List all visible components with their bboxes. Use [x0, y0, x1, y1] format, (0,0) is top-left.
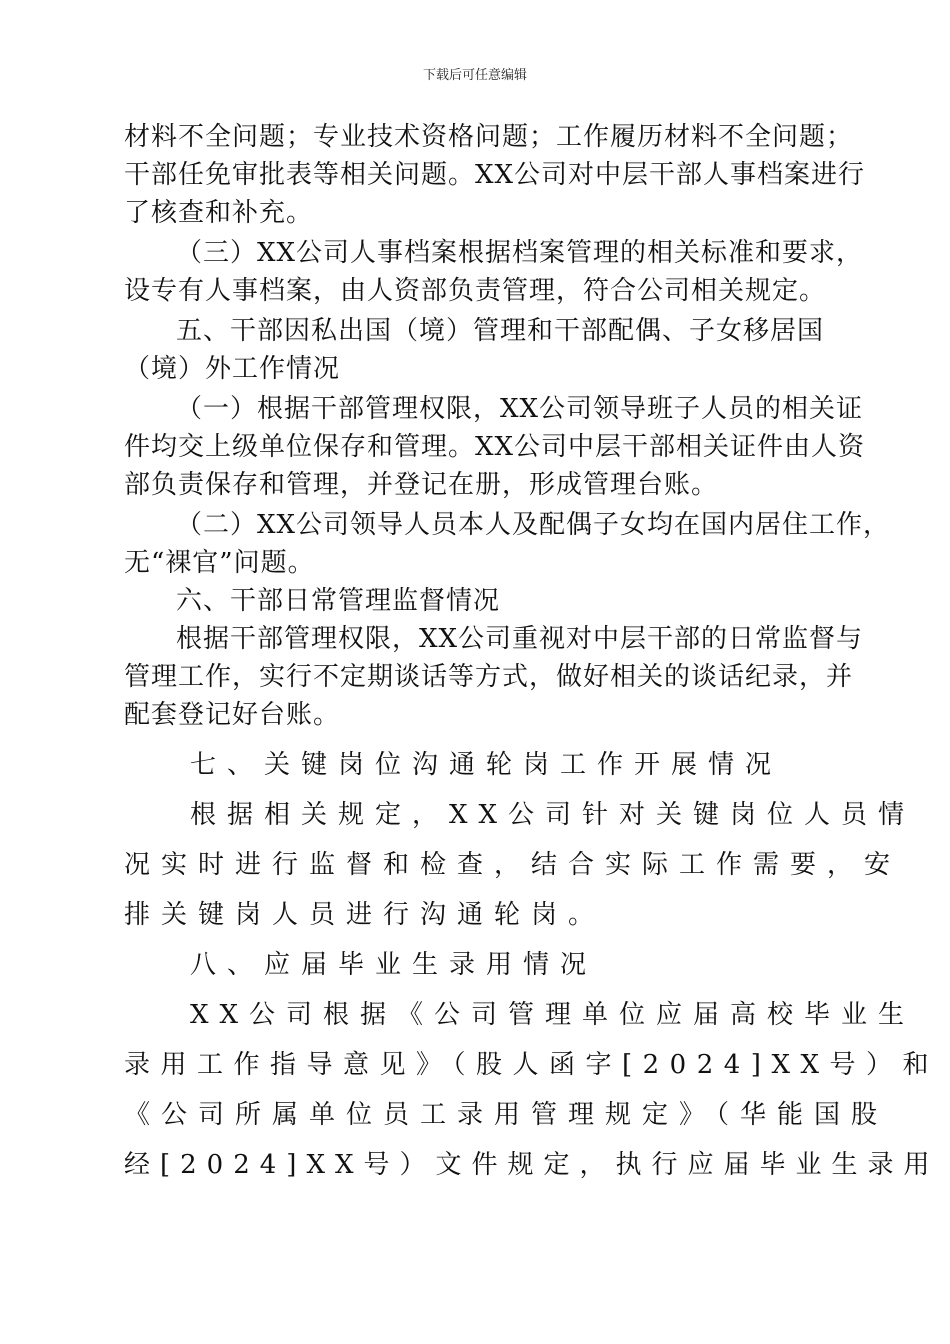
body-line: （二）XX公司领导人员本人及配偶子女均在国内居住工作，	[176, 510, 891, 540]
body-line: 材料不全问题；专业技术资格问题；工作履历材料不全问题；	[124, 122, 854, 152]
body-line: 管理工作，实行不定期谈话等方式，做好相关的谈话纪录，并	[124, 662, 854, 692]
body-line: 《公司所属单位员工录用管理规定》（华能国股	[124, 1100, 889, 1130]
body-line: 配套登记好台账。	[124, 700, 341, 730]
body-line: 根据相关规定，XX公司针对关键岗位人员情	[190, 800, 916, 830]
body-line: 根据干部管理权限，XX公司重视对中层干部的日常监督与	[176, 624, 864, 654]
body-line: 部负责保存和管理，并登记在册，形成管理台账。	[124, 470, 719, 500]
section-heading: 五、干部因私出国（境）管理和干部配偶、子女移居国	[176, 316, 825, 346]
body-line: 件均交上级单位保存和管理。XX公司中层干部相关证件由人资	[124, 432, 866, 462]
body-line: （一）根据干部管理权限，XX公司领导班子人员的相关证	[176, 394, 864, 424]
section-heading: 七、关键岗位沟通轮岗工作开展情况	[190, 750, 783, 780]
body-line: 干部任免审批表等相关问题。XX公司对中层干部人事档案进行	[124, 160, 866, 190]
page-header: 下载后可任意编辑	[422, 68, 527, 83]
section-heading: （境）外工作情况	[124, 354, 341, 384]
body-line: （三）XX公司人事档案根据档案管理的相关标准和要求，	[176, 238, 864, 268]
body-line: XX公司根据《公司管理单位应届高校毕业生	[190, 1000, 916, 1030]
body-line: 况实时进行监督和检查，结合实际工作需要，安	[124, 850, 902, 880]
body-line: 录用工作指导意见》（股人函字[2024]XX号）和	[124, 1050, 939, 1080]
body-line: 无“裸官”问题。	[124, 548, 315, 578]
body-line: 了核查和补充。	[124, 198, 314, 228]
section-heading: 六、干部日常管理监督情况	[176, 586, 501, 616]
body-line: 设专有人事档案，由人资部负责管理，符合公司相关规定。	[124, 276, 827, 306]
section-heading: 八、应届毕业生录用情况	[190, 950, 598, 980]
body-line: 经[2024]XX号）文件规定，执行应届毕业生录用	[124, 1150, 940, 1180]
body-line: 排关键岗人员进行沟通轮岗。	[124, 900, 606, 930]
